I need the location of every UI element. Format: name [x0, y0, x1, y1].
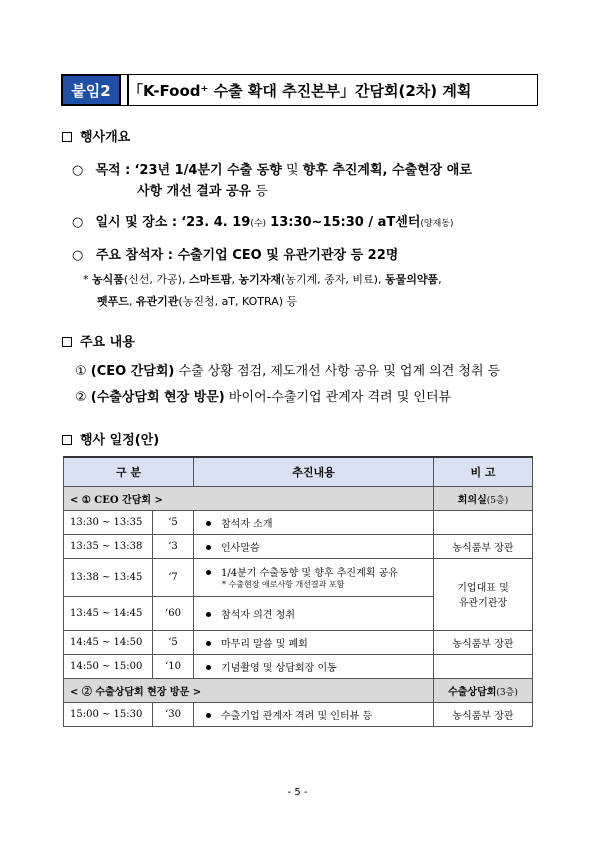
- circle-bullet-icon: ○: [72, 215, 84, 230]
- schedule-heading: 행사 일정(안): [62, 429, 159, 448]
- row-note: 농식품부 장관: [434, 534, 533, 558]
- group-location: 수출상담회(3층): [434, 678, 533, 702]
- datetime-line: ○ 일시 및 장소 : ‘23. 4. 19(수) 13:30∼15:30 / aT센터(양재동): [72, 215, 454, 230]
- contents-item-2: ② (수출상담회 현장 방문) 바이어-수출기업 관계자 격려 및 인터뷰: [75, 390, 452, 405]
- purpose-line-1: ○ 목적 : ‘23년 1/4분기 수출 동향 및 향후 추진계획, 수출현장 애로: [72, 163, 472, 178]
- row-time: 13:35 ~ 13:38: [64, 534, 153, 558]
- attendees-detail-1: [83, 271, 442, 287]
- attachment-badge: 붙임2: [61, 74, 121, 106]
- bullet-dot-icon: [206, 641, 211, 646]
- circle-bullet-icon: ○: [72, 248, 84, 263]
- page-title: 「K-Food⁺ 수출 확대 추진본부」간담회(2차) 계획: [128, 81, 472, 100]
- row-content: 참석자 소개: [194, 510, 434, 534]
- detail-segment: (농진청, aT, KOTRA) 등: [178, 295, 298, 308]
- row-content: 참석자 의견 청취: [194, 596, 434, 630]
- header-note: 비 고: [434, 457, 533, 486]
- bullet-dot-icon: [206, 665, 211, 670]
- row-note: [434, 654, 533, 678]
- detail-segment: ,: [128, 295, 136, 308]
- detail-segment: 스마트팜: [188, 273, 232, 286]
- table-row: [64, 630, 533, 654]
- row-time: 13:30 ~ 13:35: [64, 510, 153, 534]
- square-bullet-icon: [62, 435, 72, 445]
- row-note: 농식품부 장관: [434, 702, 533, 726]
- detail-segment: (신선, 가공),: [123, 273, 189, 286]
- detail-segment: 농기자재: [238, 273, 281, 286]
- detail-segment: ,: [438, 273, 442, 286]
- row-duration: ‘30: [153, 702, 194, 726]
- schedule-table: [63, 456, 533, 727]
- row-time: 13:45 ~ 14:45: [64, 596, 153, 630]
- detail-segment: (농기계, 종자, 비료),: [281, 273, 385, 286]
- row-duration: ‘10: [153, 654, 194, 678]
- row-time: 14:45 ~ 14:50: [64, 630, 153, 654]
- table-row: [64, 558, 533, 596]
- bullet-dot-icon: [206, 570, 211, 575]
- group-row-export: [64, 678, 533, 702]
- row-duration: ‘3: [153, 534, 194, 558]
- group-label: < ① CEO 간담회 >: [64, 486, 434, 510]
- row-note-merged: 기업대표 및 유관기관장: [434, 558, 533, 630]
- row-time: 14:50 ~ 15:00: [64, 654, 153, 678]
- table-row: [64, 654, 533, 678]
- attendees-detail-2: [97, 293, 297, 309]
- row-time: 13:38 ~ 13:45: [64, 558, 153, 596]
- page-number: - 5 -: [287, 787, 308, 798]
- detail-segment: ,: [231, 273, 239, 286]
- group-row-ceo: [64, 486, 533, 510]
- overview-heading: 행사개요: [62, 126, 130, 145]
- purpose-line-2: 사항 개선 결과 공유 등: [137, 184, 268, 199]
- table-row: [64, 510, 533, 534]
- row-duration: ‘7: [153, 558, 194, 596]
- row-content: 마무리 말씀 및 폐회: [194, 630, 434, 654]
- row-content: 기념촬영 및 상담회장 이동: [194, 654, 434, 678]
- detail-segment: 농식품: [92, 273, 124, 286]
- row-note: [434, 510, 533, 534]
- table-row: [64, 534, 533, 558]
- row-duration: ‘5: [153, 630, 194, 654]
- row-duration: ‘5: [153, 510, 194, 534]
- detail-segment: 펫푸드: [97, 295, 129, 308]
- bullet-dot-icon: [206, 713, 211, 718]
- row-time: 15:00 ~ 15:30: [64, 702, 153, 726]
- row-note: 농식품부 장관: [434, 630, 533, 654]
- table-row: [64, 702, 533, 726]
- bullet-dot-icon: [206, 521, 211, 526]
- contents-item-1: ① (CEO 간담회) 수출 상황 점검, 제도개선 사항 공유 및 업계 의견 청취 등: [75, 364, 501, 379]
- header-content: 추진내용: [194, 457, 434, 486]
- group-label: < ② 수출상담회 현장 방문 >: [64, 678, 434, 702]
- detail-segment: 동물의약품: [384, 273, 439, 286]
- header-category: 구 분: [64, 457, 194, 486]
- attendees-line: ○ 주요 참석자 : 수출기업 CEO 및 유관기관장 등 22명: [72, 248, 399, 263]
- row-duration: ‘60: [153, 596, 194, 630]
- bullet-dot-icon: [206, 545, 211, 550]
- detail-segment: 유관기관: [135, 295, 179, 308]
- group-location: 회의실(5층): [434, 486, 533, 510]
- square-bullet-icon: [62, 132, 72, 142]
- square-bullet-icon: [62, 337, 72, 347]
- table-header-row: [64, 457, 533, 486]
- circle-bullet-icon: ○: [72, 163, 84, 178]
- detail-segment: *: [83, 273, 92, 286]
- row-content: 수출기업 관계자 격려 및 인터뷰 등: [194, 702, 434, 726]
- contents-heading: 주요 내용: [62, 331, 135, 350]
- row-content: 인사말씀: [194, 534, 434, 558]
- row-content: 1/4분기 수출동향 및 향후 추진계획 공유 * 수출현장 애로사항 개선결과 포함: [194, 558, 434, 596]
- bullet-dot-icon: [206, 612, 211, 617]
